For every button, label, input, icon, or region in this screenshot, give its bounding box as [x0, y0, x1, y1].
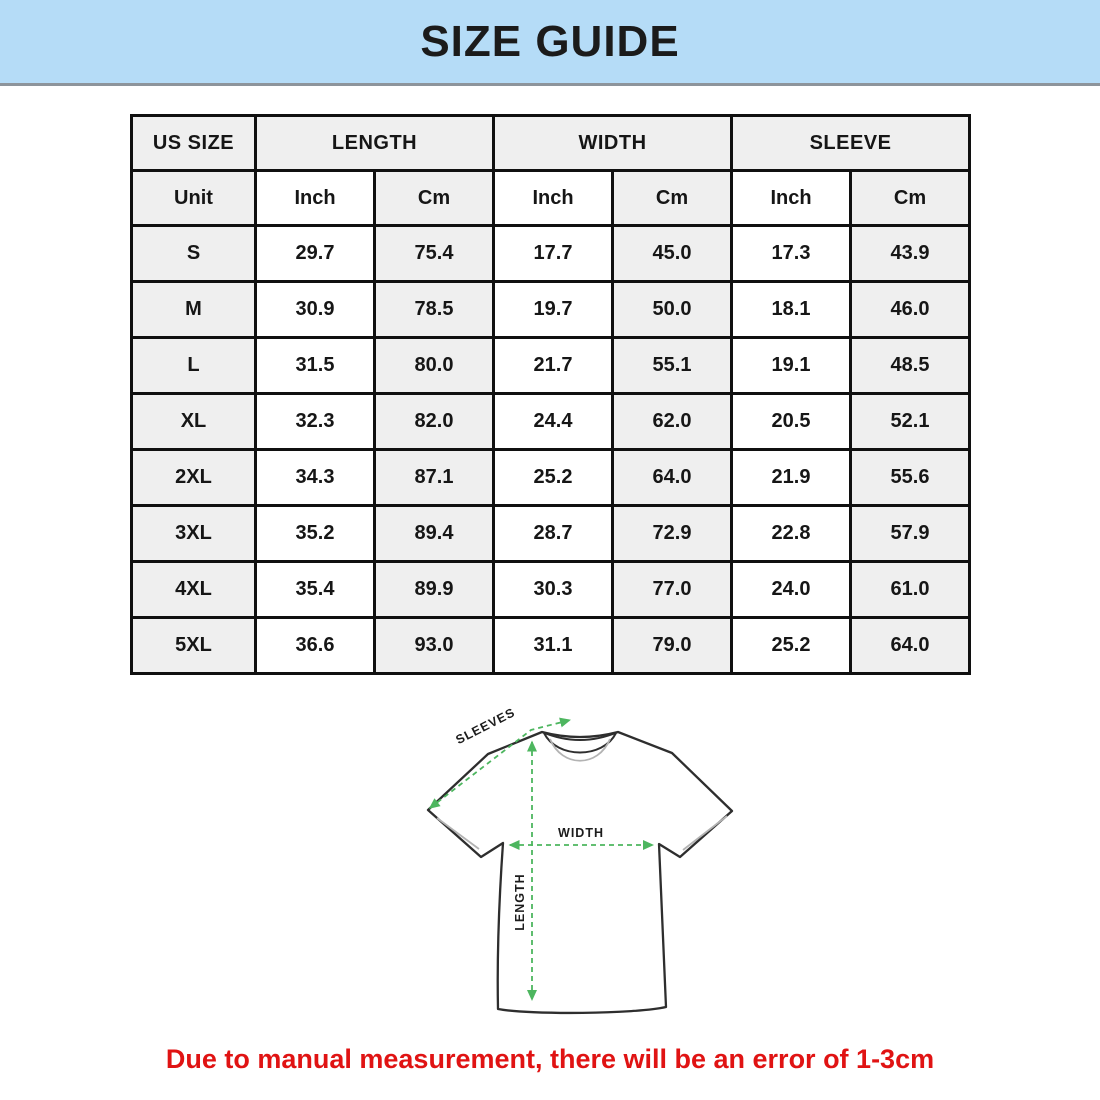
measurement-cell: 29.7: [256, 226, 375, 282]
size-table-body: [132, 226, 970, 674]
size-label-cell: M: [132, 282, 256, 338]
page-title: SIZE GUIDE: [420, 16, 680, 66]
size-row: [132, 282, 970, 338]
size-label-cell: 5XL: [132, 618, 256, 674]
measurement-cell: 35.2: [256, 506, 375, 562]
width-label: WIDTH: [558, 826, 604, 840]
size-label-cell: 4XL: [132, 562, 256, 618]
measurement-cell: 21.7: [494, 338, 613, 394]
measurement-cell: 34.3: [256, 450, 375, 506]
measurement-cell: 25.2: [494, 450, 613, 506]
measurement-cell: 46.0: [851, 282, 970, 338]
size-row: [132, 394, 970, 450]
size-table: [130, 114, 971, 675]
size-row: [132, 562, 970, 618]
measurement-cell: 80.0: [375, 338, 494, 394]
measurement-cell: 89.4: [375, 506, 494, 562]
measurement-cell: 57.9: [851, 506, 970, 562]
measurement-cell: 17.7: [494, 226, 613, 282]
size-row: [132, 226, 970, 282]
measurement-cell: 32.3: [256, 394, 375, 450]
measurement-cell: 64.0: [613, 450, 732, 506]
unit-header-cell: Cm: [613, 171, 732, 226]
column-header-length: LENGTH: [256, 116, 494, 171]
measurement-cell: 17.3: [732, 226, 851, 282]
size-row: [132, 506, 970, 562]
measurement-cell: 31.5: [256, 338, 375, 394]
measurement-cell: 22.8: [732, 506, 851, 562]
measurement-cell: 19.7: [494, 282, 613, 338]
size-label-cell: 2XL: [132, 450, 256, 506]
size-label-cell: L: [132, 338, 256, 394]
measurement-cell: 31.1: [494, 618, 613, 674]
measurement-cell: 75.4: [375, 226, 494, 282]
measurement-cell: 43.9: [851, 226, 970, 282]
measurement-cell: 79.0: [613, 618, 732, 674]
group-header-row: [132, 116, 970, 171]
measurement-cell: 21.9: [732, 450, 851, 506]
measurement-cell: 45.0: [613, 226, 732, 282]
measurement-cell: 82.0: [375, 394, 494, 450]
unit-header-cell: Cm: [851, 171, 970, 226]
measurement-cell: 87.1: [375, 450, 494, 506]
measurement-cell: 72.9: [613, 506, 732, 562]
measurement-cell: 36.6: [256, 618, 375, 674]
size-row: [132, 338, 970, 394]
size-label-cell: XL: [132, 394, 256, 450]
measurement-cell: 62.0: [613, 394, 732, 450]
measurement-cell: 35.4: [256, 562, 375, 618]
measurement-cell: 93.0: [375, 618, 494, 674]
measurement-cell: 77.0: [613, 562, 732, 618]
measurement-cell: 78.5: [375, 282, 494, 338]
column-header-sleeve: SLEEVE: [732, 116, 970, 171]
unit-header-cell: Inch: [256, 171, 375, 226]
header-bar: [0, 0, 1100, 86]
unit-header-cell: Cm: [375, 171, 494, 226]
unit-header-cell: Inch: [732, 171, 851, 226]
measurement-cell: 52.1: [851, 394, 970, 450]
column-header-width: WIDTH: [494, 116, 732, 171]
length-label: LENGTH: [513, 873, 527, 931]
measurement-cell: 18.1: [732, 282, 851, 338]
measurement-note: Due to manual measurement, there will be an error of 1-3cm: [165, 1044, 935, 1074]
column-header-us-size: US SIZE: [132, 116, 256, 171]
measurement-cell: 30.3: [494, 562, 613, 618]
measurement-cell: 24.0: [732, 562, 851, 618]
size-label-cell: S: [132, 226, 256, 282]
measurement-cell: 28.7: [494, 506, 613, 562]
measurement-cell: 50.0: [613, 282, 732, 338]
measurement-cell: 25.2: [732, 618, 851, 674]
size-row: [132, 618, 970, 674]
measurement-cell: 19.1: [732, 338, 851, 394]
measurement-cell: 20.5: [732, 394, 851, 450]
unit-header-cell: Inch: [494, 171, 613, 226]
unit-header-cell: Unit: [132, 171, 256, 226]
measurement-cell: 64.0: [851, 618, 970, 674]
size-label-cell: 3XL: [132, 506, 256, 562]
measurement-cell: 61.0: [851, 562, 970, 618]
measurement-cell: 24.4: [494, 394, 613, 450]
size-row: [132, 450, 970, 506]
measurement-cell: 55.6: [851, 450, 970, 506]
measurement-cell: 48.5: [851, 338, 970, 394]
unit-header-row: [132, 171, 970, 226]
sleeve-label: SLEEVES: [453, 705, 518, 748]
tshirt-diagram: [380, 690, 780, 1050]
measurement-cell: 30.9: [256, 282, 375, 338]
measurement-cell: 55.1: [613, 338, 732, 394]
measurement-cell: 89.9: [375, 562, 494, 618]
